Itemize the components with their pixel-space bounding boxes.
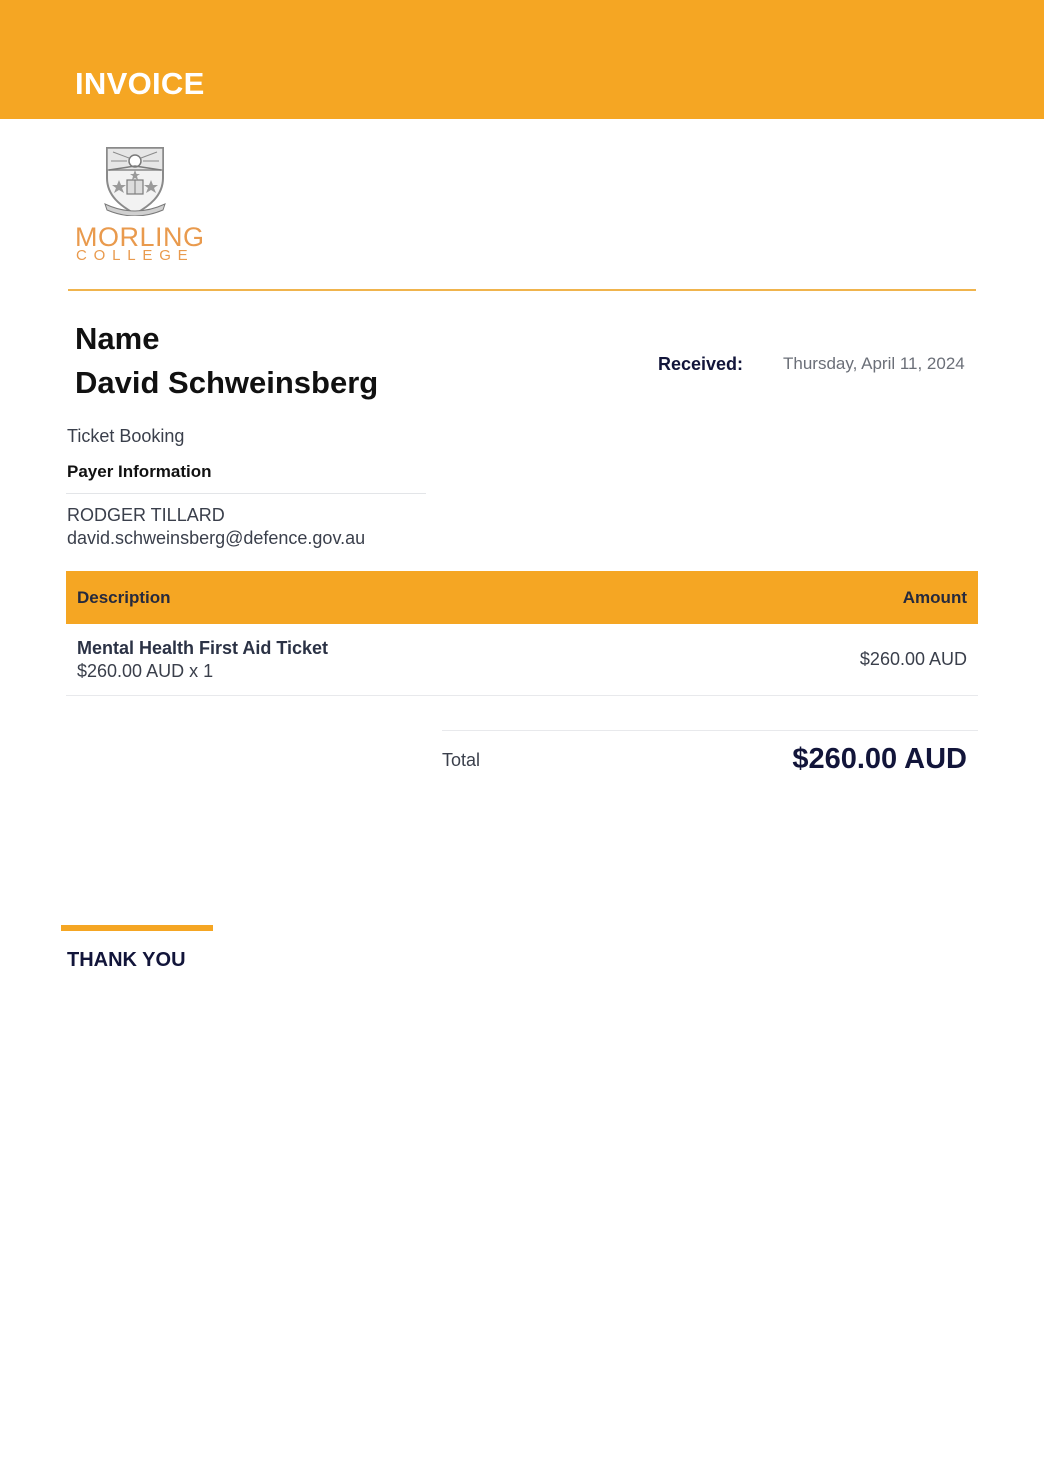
line-item-amount: $260.00 AUD — [859, 649, 967, 669]
payer-email: david.schweinsberg@defence.gov.au — [67, 528, 366, 548]
customer-name-label: Name — [75, 321, 160, 356]
total-label: Total — [442, 750, 481, 770]
payer-name: RODGER TILLARD — [67, 505, 225, 525]
column-description: Description — [77, 588, 171, 607]
table-row — [66, 624, 978, 696]
crest-icon — [103, 144, 167, 216]
header-band — [0, 0, 1044, 119]
logo-wordmark: MORLING — [75, 222, 205, 252]
payer-heading: Payer Information — [67, 462, 212, 481]
invoice-title: INVOICE — [75, 66, 205, 101]
customer-name: David Schweinsberg — [75, 365, 379, 400]
total-amount: $260.00 AUD — [792, 743, 967, 775]
booking-type: Ticket Booking — [67, 426, 185, 446]
thank-you-accent-bar — [61, 925, 213, 931]
payer-divider — [66, 493, 426, 494]
received-label: Received: — [658, 354, 744, 374]
total-divider — [442, 730, 978, 731]
received-date: Thursday, April 11, 2024 — [783, 354, 965, 373]
thank-you-text: THANK YOU — [67, 949, 186, 971]
column-amount: Amount — [902, 588, 967, 607]
logo-subtext: COLLEGE — [76, 247, 195, 264]
line-item-title: Mental Health First Aid Ticket — [77, 638, 329, 658]
college-logo — [75, 140, 205, 268]
line-items-header — [66, 571, 978, 624]
header-divider — [68, 289, 976, 291]
line-item-detail: $260.00 AUD x 1 — [77, 661, 214, 681]
